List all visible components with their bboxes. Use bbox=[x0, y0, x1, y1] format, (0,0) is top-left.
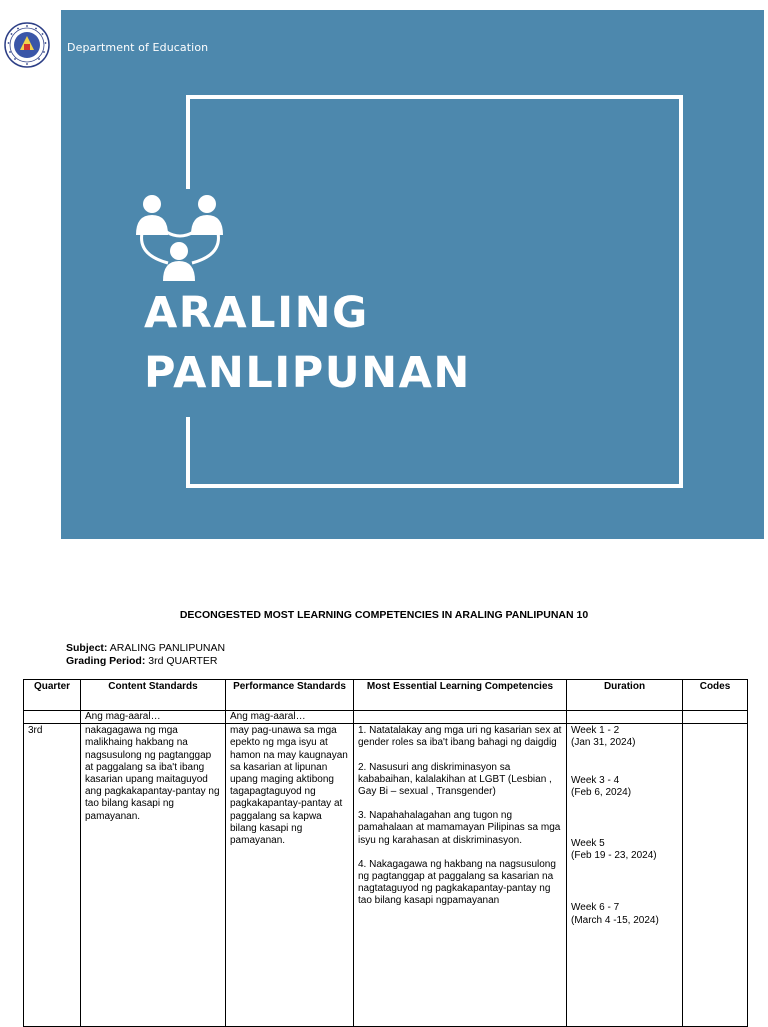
cell-codes bbox=[683, 724, 748, 1027]
table-subheader-row bbox=[24, 711, 748, 724]
frame-right bbox=[679, 95, 683, 488]
competency-item: 3. Napahahalagahan ang tugon ng pamahalaan at mamamayan Pilipinas sa mga isyu ng karahasan at diskriminasyon. bbox=[358, 810, 561, 846]
duration-item bbox=[571, 902, 678, 926]
frame-bottom bbox=[186, 484, 683, 488]
document-heading: DECONGESTED MOST LEARNING COMPETENCIES IN ARALING PANLIPUNAN 10 bbox=[179, 609, 589, 621]
duration-date: (Feb 19 - 23, 2024) bbox=[571, 850, 657, 862]
grading-period-label: Grading Period: bbox=[66, 655, 146, 667]
department-label: Department of Education bbox=[67, 41, 209, 54]
header-melc: Most Essential Learning Competencies bbox=[354, 680, 567, 711]
frame-top bbox=[186, 95, 683, 99]
competency-item: 4. Nakagagawa ng hakbang na nagsusulong ng pagtanggap at paggalang sa kasarian na nagtataguyod ng pagkakapantay-pantay ng tao bilang kasapi ngpamayanan bbox=[358, 858, 556, 907]
subheader-quarter bbox=[24, 711, 81, 724]
header-performance-standards: Performance Standards bbox=[226, 680, 354, 711]
subject-value: ARALING PANLIPUNAN bbox=[109, 642, 226, 654]
grading-period-line bbox=[66, 655, 218, 668]
duration-item bbox=[571, 725, 678, 749]
header-codes: Codes bbox=[683, 680, 748, 711]
duration-item bbox=[571, 775, 678, 799]
subheader-performance: Ang mag-aaral… bbox=[226, 711, 354, 724]
cell-content-standards: nakagagawa ng mga malikhaing hakbang na nagsusulong ng pagtanggap at paggalang sa iba't ibang kasarian upang maitaguyod ang pagkakapantay-pantay ng tao bilang kasapi ng pamayanan. bbox=[81, 724, 226, 1027]
subject-label: Subject: bbox=[66, 642, 108, 654]
cover-banner bbox=[56, 10, 764, 539]
grading-period-value: 3rd QUARTER bbox=[148, 655, 218, 667]
cover-title-line-1: ARALING bbox=[144, 288, 369, 338]
subheader-codes bbox=[683, 711, 748, 724]
subheader-content: Ang mag-aaral… bbox=[81, 711, 226, 724]
people-group-icon bbox=[134, 193, 226, 281]
subject-line bbox=[66, 642, 225, 655]
table-header-row bbox=[24, 680, 748, 711]
duration-week: Week 1 - 2 bbox=[571, 725, 620, 737]
cell-quarter: 3rd bbox=[24, 724, 81, 1027]
duration-week: Week 5 bbox=[571, 838, 605, 850]
duration-week: Week 6 - 7 bbox=[571, 902, 620, 914]
header-content-standards: Content Standards bbox=[81, 680, 226, 711]
competency-item: 1. Natatalakay ang mga uri ng kasarian sex at gender roles sa iba't ibang bahagi ng daigdig bbox=[358, 725, 562, 749]
cover-title-line-2: PANLIPUNAN bbox=[144, 348, 471, 398]
subheader-melc bbox=[354, 711, 567, 724]
header-quarter: Quarter bbox=[24, 680, 81, 711]
duration-date: (Feb 6, 2024) bbox=[571, 786, 632, 798]
frame-left-bottom bbox=[186, 417, 190, 488]
competencies-table bbox=[23, 679, 748, 1027]
banner-stripe bbox=[56, 10, 61, 539]
table-row bbox=[24, 724, 748, 1027]
header-duration: Duration bbox=[567, 680, 683, 711]
competency-item: 2. Nasusuri ang diskriminasyon sa kababaihan, kalalakihan at LGBT (Lesbian , Gay Bi – sexual , Transgender) bbox=[358, 761, 552, 798]
frame-left-top bbox=[186, 95, 190, 189]
duration-week: Week 3 - 4 bbox=[571, 774, 620, 786]
cell-performance-standards: may pag-unawa sa mga epekto ng mga isyu at hamon na may kaugnayan sa kasarian at lipunan upang maging aktibong tagapagtaguyod ng pagkakapantay-pantay at paggalang sa kapwa bilang kasapi ng pamayanan. bbox=[226, 724, 354, 1027]
cell-duration bbox=[567, 724, 683, 1027]
subheader-duration bbox=[567, 711, 683, 724]
duration-date: (March 4 -15, 2024) bbox=[571, 914, 659, 926]
cell-competencies bbox=[354, 724, 567, 1027]
deped-seal-icon bbox=[4, 22, 50, 68]
duration-date: (Jan 31, 2024) bbox=[571, 737, 636, 749]
duration-item bbox=[571, 838, 678, 862]
